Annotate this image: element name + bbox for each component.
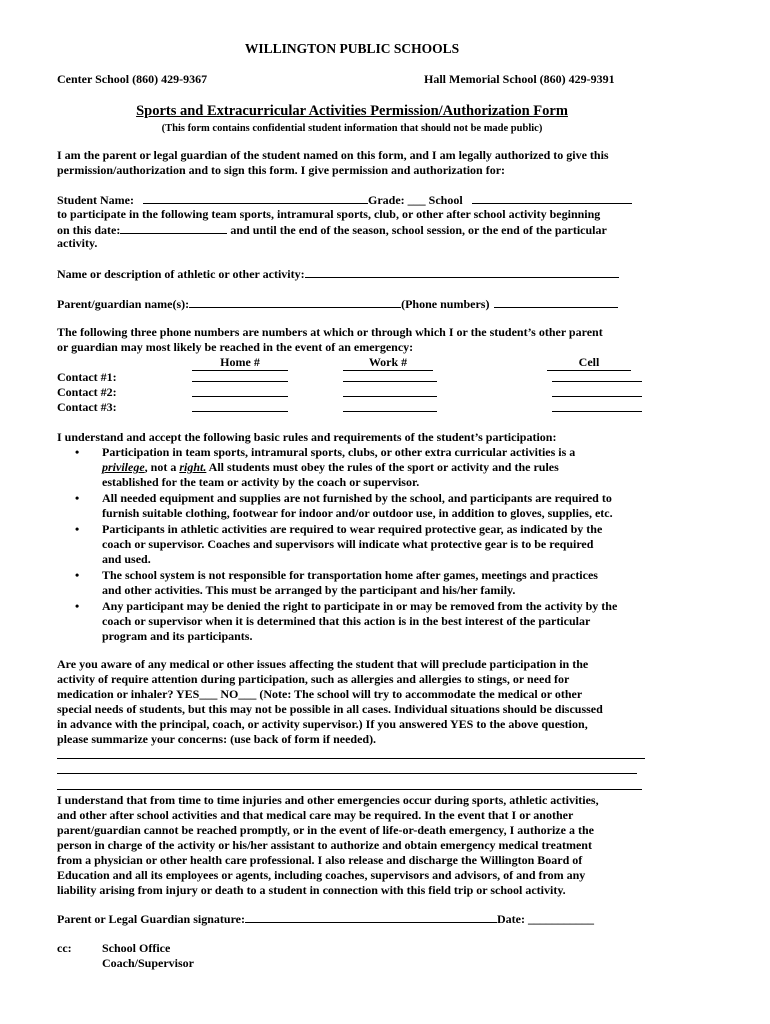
rule-text: coach or supervisor. Coaches and supervisors will indicate what protective gear is to be required	[102, 537, 594, 551]
rule-text: Participation in team sports, intramural sports, clubs, or other extra curricular activities is a	[102, 445, 576, 459]
rule-text: The school system is not responsible for transportation home after games, meetings and practices	[102, 568, 598, 582]
rule-text: All students must obey the rules of the sport or activity and the rules	[206, 460, 559, 474]
center-school-phone: Center School (860) 429-9367	[57, 72, 208, 86]
confidential-note: (This form contains confidential student information that should not be made public)	[161, 123, 543, 134]
cc-school-office: School Office	[102, 941, 171, 955]
medical-line-2: activity of require attention during participation, such as allergies and allergies to stings, or need for	[57, 672, 570, 686]
emergency-line-2: and other after school activities and that medical care may be required. In the event that I or another	[57, 808, 574, 822]
contacts-intro-1: The following three phone numbers are numbers at which or through which I or the student’s other parent	[57, 325, 603, 339]
student-name-field[interactable]	[143, 192, 368, 204]
hall-school-phone: Hall Memorial School (860) 429-9391	[424, 72, 615, 86]
activity-end-text: activity.	[57, 236, 98, 250]
parent-label: Parent/guardian name(s):	[57, 297, 190, 311]
contact-3-label: Contact #3:	[57, 400, 117, 414]
bullet-icon: •	[75, 445, 80, 459]
emergency-line-5: from a physician or other health care professional. I also release and discharge the Willington Board of	[57, 853, 583, 867]
date-label: Date: ___________	[497, 912, 594, 926]
contact-3-home-field[interactable]	[192, 400, 288, 412]
participate-line: to participate in the following team sports, intramural sports, club, or other after school activity beginning	[57, 207, 601, 221]
cell-header: Cell	[547, 355, 631, 371]
medical-line-1: Are you aware of any medical or other issues affecting the student that will preclude participation in the	[57, 657, 589, 671]
signature-row	[57, 911, 594, 927]
rule-text: furnish suitable clothing, footwear for indoor and/or outdoor use, in addition to gloves, supplies, etc.	[102, 506, 613, 520]
rule-item-equipment	[71, 491, 647, 521]
rule-text: All needed equipment and supplies are not furnished by the school, and participants are required to	[102, 491, 612, 505]
rule-text: , not a	[144, 460, 180, 474]
contact-2-label: Contact #2:	[57, 385, 117, 399]
signature-field[interactable]	[245, 911, 497, 923]
activity-row	[57, 266, 619, 282]
rule-text: and other activities. This must be arranged by the participant and his/her family.	[102, 583, 516, 597]
rule-item-transportation	[71, 568, 647, 598]
medical-line-5: in advance with the principal, coach, or activity supervisor.) If you answered YES to the above question,	[57, 717, 588, 731]
privilege-word: privilege	[102, 460, 145, 474]
concerns-line-1[interactable]	[57, 758, 645, 759]
rule-item-privilege	[71, 445, 647, 490]
rule-text: Any participant may be denied the right to participate in or may be removed from the activity by the	[102, 599, 618, 613]
begin-date-field[interactable]	[120, 222, 227, 234]
student-name-label: Student Name:	[57, 193, 134, 207]
bullet-icon: •	[75, 599, 80, 613]
parent-phone-field[interactable]	[494, 296, 618, 308]
rules-heading: I understand and accept the following basic rules and requirements of the student’s participation:	[57, 430, 557, 444]
signature-label: Parent or Legal Guardian signature:	[57, 912, 246, 926]
contacts-intro-2: or guardian may most likely be reached in the event of an emergency:	[57, 340, 414, 354]
parent-row	[57, 296, 618, 312]
form-title: Sports and Extracurricular Activities Permission/Authorization Form	[136, 103, 568, 119]
intro-line-2: permission/authorization and to sign this form. I give permission and authorization for:	[57, 163, 506, 177]
activity-field[interactable]	[305, 266, 619, 278]
bullet-icon: •	[75, 568, 80, 582]
contact-2-home-field[interactable]	[192, 385, 288, 397]
bullet-icon: •	[75, 522, 80, 536]
medical-line-4: special needs of students, but this may not be possible in all cases. Individual situations should be discussed	[57, 702, 603, 716]
student-name-row	[57, 192, 632, 208]
rule-text: and used.	[102, 552, 151, 566]
contact-1-label: Contact #1:	[57, 370, 117, 384]
emergency-line-1: I understand that from time to time injuries and other emergencies occur during sports, athletic activities,	[57, 793, 599, 807]
district-name: WILLINGTON PUBLIC SCHOOLS	[244, 41, 460, 56]
date-row	[57, 222, 607, 238]
rule-item-protective-gear	[71, 522, 647, 567]
activity-label: Name or description of athletic or other activity:	[57, 267, 305, 281]
contact-1-cell-field[interactable]	[552, 370, 642, 382]
emergency-line-4: person in charge of the activity or his/her assistant to authorize and obtain emergency medical treatment	[57, 838, 592, 852]
cc-coach-supervisor: Coach/Supervisor	[102, 956, 195, 970]
rule-text: program and its participants.	[102, 629, 253, 643]
emergency-line-7: liability arising from injury or death to a student in connection with this field trip or school activity.	[57, 883, 566, 897]
medical-line-6: please summarize your concerns: (use back of form if needed).	[57, 732, 377, 746]
rules-list	[71, 445, 647, 645]
concerns-line-3[interactable]	[57, 789, 642, 790]
school-field[interactable]	[472, 192, 632, 204]
grade-school-label: Grade: ___ School	[368, 193, 463, 207]
bullet-icon: •	[75, 491, 80, 505]
rule-text: established for the team or activity by the coach or supervisor.	[102, 475, 420, 489]
rule-text: coach or supervisor when it is determined that this action is in the best interest of the particular	[102, 614, 591, 628]
rule-item-removal	[71, 599, 647, 644]
medical-line-3: medication or inhaler? YES___ NO___ (Note: The school will try to accommodate the medical or other	[57, 687, 583, 701]
emergency-line-3: parent/guardian cannot be reached promptly, or in the event of life-or-death emergency, I authorize a the	[57, 823, 594, 837]
work-header: Work #	[343, 355, 433, 371]
emergency-line-6: Education and all its employees or agents, including coaches, supervisors and advisors, of and from any	[57, 868, 586, 882]
contact-2-cell-field[interactable]	[552, 385, 642, 397]
cc-label: cc:	[57, 941, 72, 955]
contact-3-cell-field[interactable]	[552, 400, 642, 412]
contact-2-work-field[interactable]	[343, 385, 437, 397]
home-header: Home #	[192, 355, 288, 371]
right-word: right.	[179, 460, 207, 474]
until-text: and until the end of the season, school session, or the end of the particular	[227, 223, 607, 237]
parent-name-field[interactable]	[189, 296, 401, 308]
rule-text: Participants in athletic activities are required to wear required protective gear, as indicated by the	[102, 522, 603, 536]
contact-1-work-field[interactable]	[343, 370, 437, 382]
concerns-line-2[interactable]	[57, 773, 637, 774]
begin-date-label: on this date:	[57, 223, 121, 237]
phone-label: (Phone numbers)	[401, 297, 490, 311]
contact-3-work-field[interactable]	[343, 400, 437, 412]
intro-line-1: I am the parent or legal guardian of the student named on this form, and I am legally authorized to give this	[57, 148, 609, 162]
contact-1-home-field[interactable]	[192, 370, 288, 382]
